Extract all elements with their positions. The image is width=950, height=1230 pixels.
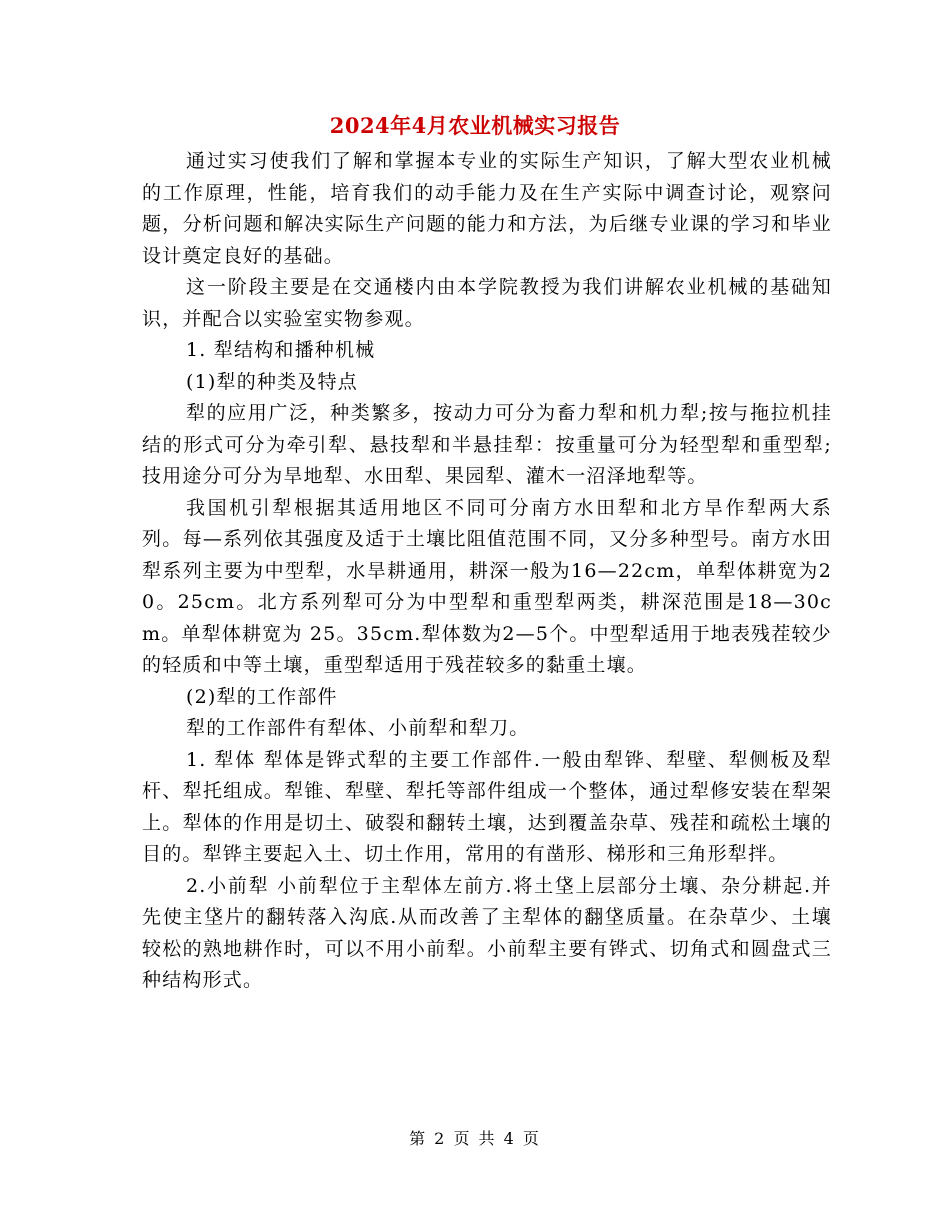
subheading-working-parts: (2)犁的工作部件 <box>186 685 338 708</box>
paragraph-stage: 这一阶段主要是在交通楼内由本学院教授为我们讲解农业机械的基础知识，并配合以实验室实物参观。 <box>142 276 832 330</box>
document-title: 2024年4月农业机械实习报告 <box>329 113 621 138</box>
document-body <box>142 146 832 997</box>
paragraph-plough-types: 犁的应用广泛，种类繁多，按动力可分为畜力犁和机力犁;按与拖拉机挂结的形式可分为牵引犁、悬技犁和半悬挂犁：按重量可分为轻型犁和重型犁;技用途分可分为旱地犁、水田犁、果园犁、灌木一沼泽地犁等。 <box>142 402 832 487</box>
page-footer: 第 2 页 共 4 页 <box>409 1129 541 1148</box>
section-heading-plough: 1. 犁结构和播种机械 <box>186 339 376 361</box>
paragraph-plough-body: 1. 犁体 犁体是铧式犁的主要工作部件.一般由犁铧、犁壁、犁侧板及犁杆、犁托组成。犁锥、犁壁、犁托等部件组成一个整体，通过犁修安装在犁架上。犁体的作用是切土、破裂和翻转土壤，达到覆盖杂草、残茬和疏松土壤的目的。犁铧主要起入土、切土作用，常用的有凿形、梯形和三角形犁拌。 <box>142 748 832 865</box>
paragraph-plough-series: 我国机引犁根据其适用地区不同可分南方水田犁和北方旱作犁两大系列。每—系列依其强度及适于土壤比阻值范围不同，又分多种型号。南方水田犁系列主要为中型犁，水旱耕通用，耕深一般为16—22cm，单犁体耕宽为20。25cm。北方系列犁可分为中型犁和重型犁两类，耕深范围是18—30cm。单犁体耕宽为 25。35cm.犁体数为2—5个。中型犁适用于地表残茬较少的轻质和中等土壤，重型犁适用于残茬较多的黏重土壤。 <box>142 496 832 676</box>
subheading-plough-types: (1)犁的种类及特点 <box>186 370 358 393</box>
paragraph-working-parts: 犁的工作部件有犁体、小前犁和犁刀。 <box>186 717 530 739</box>
paragraph-intro: 通过实习使我们了解和掌握本专业的实际生产知识，了解大型农业机械的工作原理，性能，培育我们的动手能力及在生产实际中调查讨论，观察问题，分析问题和解决实际生产问题的能力和方法，为后继专业课的学习和毕业设计奠定良好的基础。 <box>142 150 832 267</box>
paragraph-skim-plough: 2.小前犁 小前犁位于主犁体左前方.将土垡上层部分土壤、杂分耕起.并先使主垡片的翻转落入沟底.从而改善了主犁体的翻垡质量。在杂草少、土壤较松的熟地耕作时，可以不用小前犁。小前犁主要有铧式、切角式和圆盘式三种结构形式。 <box>142 874 832 991</box>
